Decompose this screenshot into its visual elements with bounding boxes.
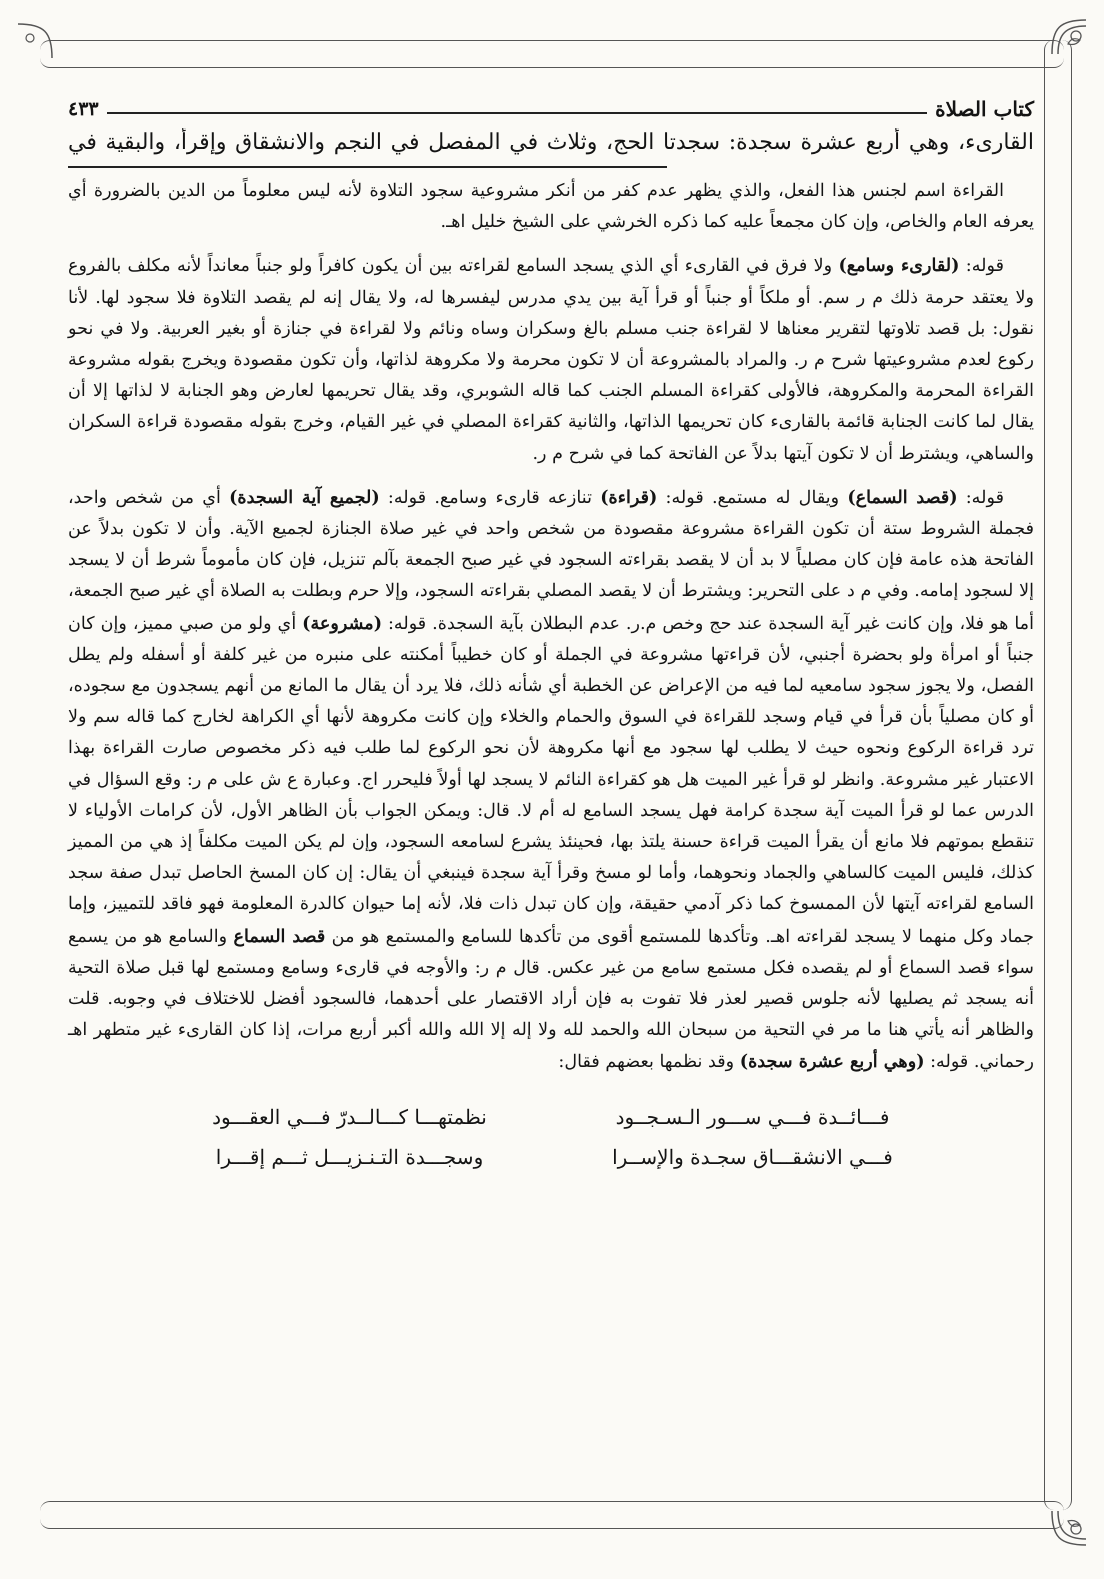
quoted-term: (لقارىء وسامع) bbox=[838, 255, 960, 277]
quoted-term: قصد السماع bbox=[233, 925, 326, 947]
poem-hemistich: وسجـــدة التـنـزيـــل ثـــم إقـــرا bbox=[215, 1144, 484, 1169]
paragraph-text: وقد نظمها بعضهم فقال: bbox=[558, 1052, 740, 1073]
page-number: ٤٣٣ bbox=[68, 98, 99, 120]
poem-hemistich: فـــائــدة فـــي ســـور الـسـجــود bbox=[615, 1104, 890, 1129]
corner-ornament-icon bbox=[1046, 14, 1092, 60]
paragraph-text: ويقال له مستمع. قوله: bbox=[657, 487, 848, 508]
main-text: القارىء، وهي أربع عشرة سجدة: سجدتا الحج، وثلاث في المفصل في النجم والانشقاق وإقرأ، والبقية في bbox=[68, 130, 1034, 155]
paragraph-text: والسامع هو من يسمع سواء قصد السماع أو لم يقصده فكل مستمع سامع من غير عكس. قال م ر: والأوجه في قارىء وسامع ومستمع لها قبل صلاة التحية أنه يسجد ثم يصليها لأنه جلوس قصير لعذر فلا تفوت به فإن أراد الاقتصار على أحدهما، فالسجود أفضل للاختلاف في وجوبه. قلت والظاهر أنه يأتي هنا ما مر في التحية من سبحان الله والحمد لله ولا إله إلا الله والله أكبر أربع مرات، إذا كان القارىء غير متطهر اهـ رحماني. قوله: bbox=[68, 926, 1034, 1073]
quoted-term: (مشروعة) bbox=[302, 612, 383, 634]
paragraph-text: ولا فرق في القارىء أي الذي يسجد السامع لقراءته بين أن يكون كافراً ولو جنباً معانداً لأنه مكلف بالفروع ولا يعتقد حرمة ذلك م ر سم. أو ملكاً أو جنباً أو قرأ آية بين يدي مدرس ليفسرها له، ولا يقال إنه لم يقصد التلاوة فلا سجود لها. لأنا نقول: بل قصد تلاوتها لتقرير معناها لا لقراءة جنب مسلم بالغ وسكران وساه ونائم ولا لقراءة في جنازة أو بغير العربية. ولا في نحو ركوع لعدم مشروعيتها شرح م ر. والمراد بالمشروعة أن لا تكون محرمة ولا مكروهة لذاتها، وأن تكون مقصودة ويخرج بقوله مشروعة القراءة المحرمة والمكروهة، فالأولى كقراءة المسلم الجنب كما قاله الشوبري، وقد يقال تحريمها لعارض وهو الجنابة لا لذاتها إلا أن يقال لما كانت الجنابة قائمة بالقارىء كان تحريمها الذاتها، والثانية كقراءة المصلي في غير القيام، وخرج بقوله مقصودة قراءة السكران والساهي، ويشترط أن لا تكون آيتها بدلاً عن الفاتحة كما في شرح م ر. bbox=[68, 256, 1034, 464]
footnote-separator bbox=[68, 166, 667, 168]
poem bbox=[178, 1101, 924, 1173]
quote-lead: قوله: bbox=[957, 487, 1004, 508]
quoted-term: (لجميع آية السجدة) bbox=[229, 486, 380, 508]
page-content bbox=[68, 92, 1034, 1459]
commentary bbox=[68, 176, 1034, 1079]
commentary-paragraph: القراءة اسم لجنس هذا الفعل، والذي يظهر عدم كفر من أنكر مشروعية سجود التلاوة لأنه ليس معلوماً من الدين بالضرورة أي يعرفه العام والخاص، وإن كان مجمعاً عليه كما ذكره الخرشي على الشيخ خليل اهـ. bbox=[68, 181, 1034, 233]
commentary-paragraph bbox=[68, 250, 1034, 469]
poem-hemistich: نظمتهـــا كـــالــدرّ فـــي العقـــود bbox=[212, 1104, 487, 1129]
running-header bbox=[68, 92, 1034, 126]
commentary-paragraph bbox=[68, 482, 1034, 1079]
corner-ornament-icon bbox=[12, 18, 58, 64]
poem-hemistich: فـــي الانشقـــاق سجـدة والإســرا bbox=[612, 1144, 893, 1169]
page-border-top bbox=[40, 40, 1064, 68]
header-rule bbox=[107, 112, 928, 114]
paragraph-text: أي ولو من صبي مميز، وإن كان جنباً أو امرأة ولو بحضرة أجنبي، لأن قراءتها مشروعة في الجملة أو كان خطيباً أمكنته على منبره من غير كلفة أو أسفله ولم يطل الفصل، ولا يجوز سجود سامعيه لما فيه من الإعراض عن الخطبة أي شأنه ذلك، فلا يرد أن يقال ما المانع من أنهم يسجدون مع سجوده، أو كان مصلياً بأن قرأ في قيام وسجد للقراءة في السوق والحمام والخلاء وإن كانت مكروهة لأنها أي الكراهة لخارج كما قاله سم ولا ترد قراءة الركوع ونحوه حيث لا يطلب لها سجود مع أنها مكروهة لأن نحو الركوع لما طلب فيه ذكر مخصوص صارت القراءة بهذا الاعتبار غير مشروعة. وانظر لو قرأ غير الميت هل هو كقراءة النائم لا يسجد لها أولاً فليحرر اج. وعبارة ع ش على م ر: وقع السؤال في الدرس عما لو قرأ الميت آية سجدة كرامة فهل يسجد السامع له أم لا. قال: ويمكن الجواب بأن الظاهر الأول، لأن كرامات الأولياء لا تنقطع بموتهم فلا مانع أن يقرأ الميت قراءة حسنة يلتذ بها، فحينئذ يشرع لسامعه السجود، وإن لم يكن الميت مكلفاً إذ هي من المميز كذلك، فليس الميت كالساهي والجماد ونحوهما، وأما لو مسخ وقرأ آية سجدة فينبغي أن يقال: إن كان المسخ الحاصل تبدل صفة سجد السامع لقراءته آيتها لأن الممسوخ كما ذكر آدمي حقيقة، وإن كان تبدل ذات فلا، لأنه إما حيوان كالدرة المعلومة فهو فاقد للتمييز، وإما جماد وكل منهما لا يسجد لقراءته اهـ. وتأكدها للمستمع أقوى من تأكدها للسامع والمستمع هو من bbox=[68, 613, 1034, 947]
page-border-right bbox=[1044, 40, 1072, 1510]
paragraph-text: تنازعه قارىء وسامع. قوله: bbox=[379, 487, 601, 508]
quote-lead: قوله: bbox=[959, 256, 1004, 277]
corner-ornament-icon bbox=[1046, 1505, 1092, 1551]
paragraph-text: أي من شخص واحد، فجملة الشروط ستة أن تكون القراءة مشروعة مقصودة من شخص واحد في غير صلاة الجنازة لجميع الآية. وأن لا تكون بدلاً عن الفاتحة هذه عامة فإن كان مصلياً لا بد أن لا يقصد بقراءته السجود في غير صبح الجمعة بآلم تنزيل، فإن كان مأموماً شرط أن لا يسجد إلا لسجود إمامه. وفي م د على التحرير: ويشترط أن لا يقصد المصلي بقراءته السجود، وإلا حرم وبطلت به الصلاة أي غير صبح الجمعة، أما هو فلا، وإن كانت غير آية السجدة عند حج وخص م.ر. عدم البطلان بآية السجدة. قوله: bbox=[68, 487, 1034, 634]
quoted-term: (وهي أربع عشرة سجدة) bbox=[739, 1051, 925, 1073]
quoted-term: (قصد السماع) bbox=[847, 486, 958, 508]
page-border-bottom bbox=[40, 1501, 1064, 1529]
chapter-title: كتاب الصلاة bbox=[935, 97, 1034, 121]
quoted-term: (قراءة) bbox=[600, 486, 658, 508]
